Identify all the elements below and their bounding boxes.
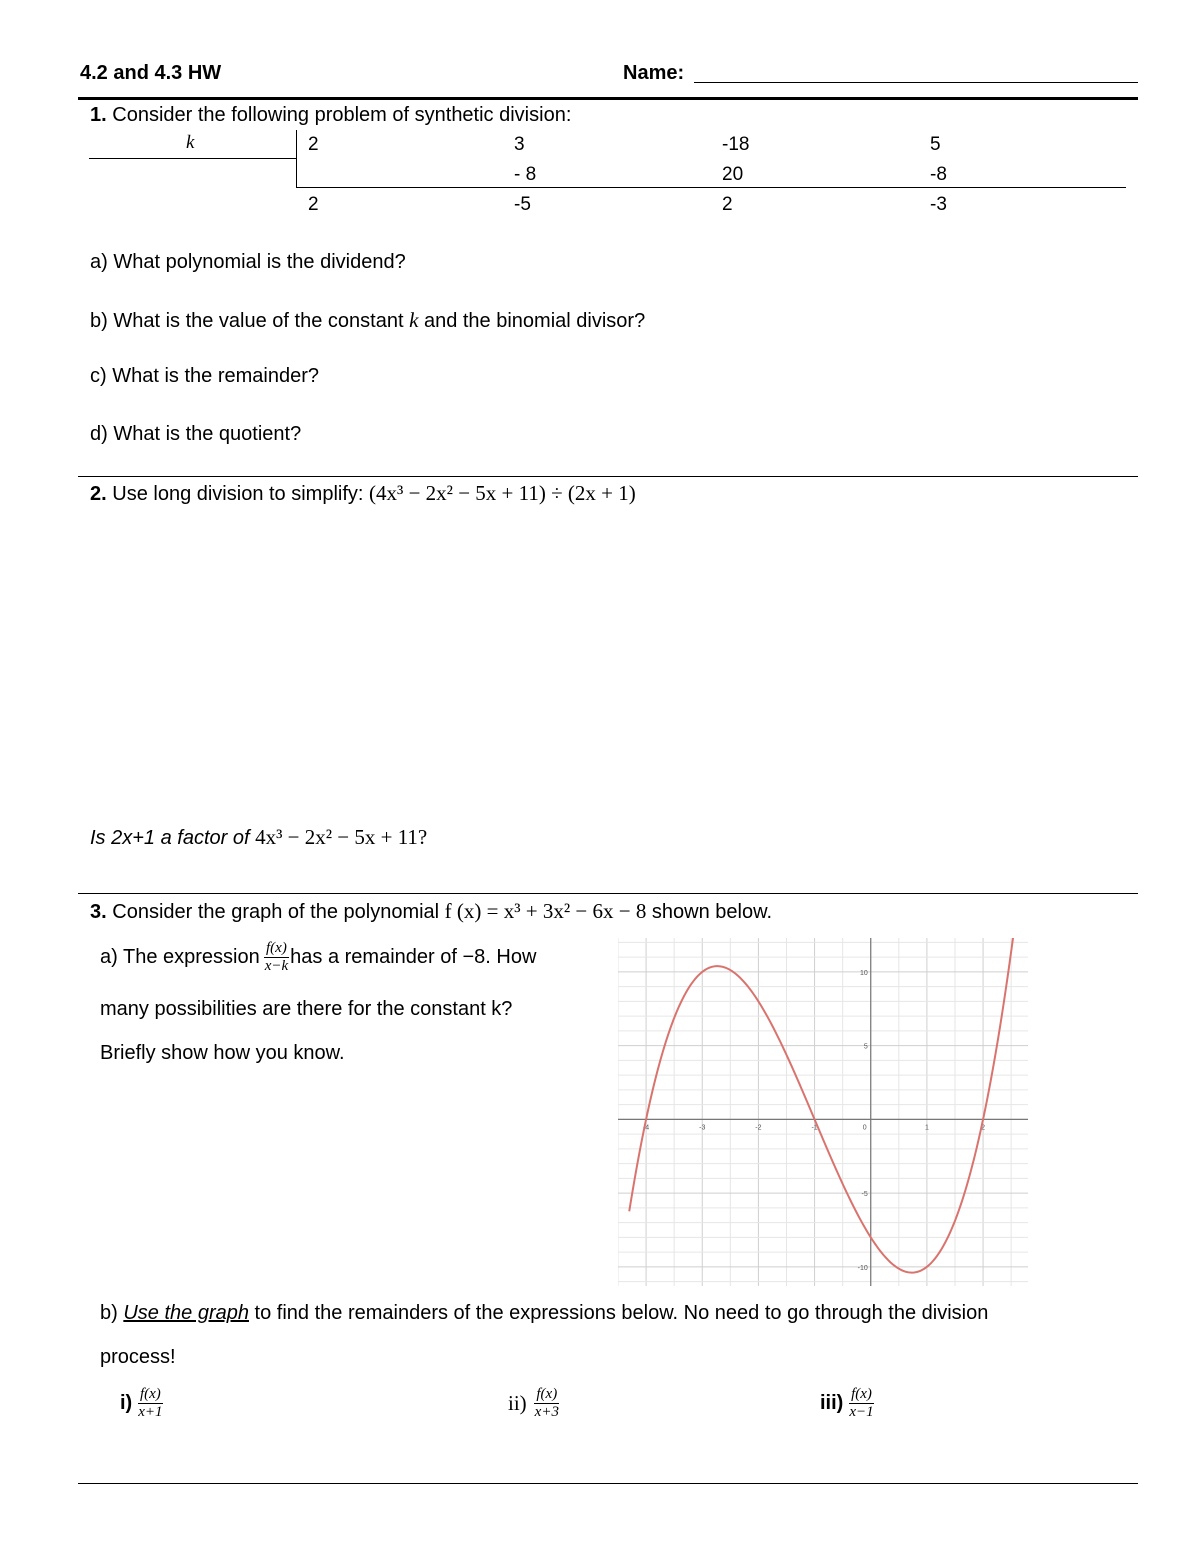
q3-part-a-post: has a remainder of −8. How: [290, 946, 537, 968]
row1-cell: 2: [308, 134, 319, 155]
row3-cell: 2: [722, 194, 733, 215]
part-label: iii): [820, 1392, 844, 1414]
fraction-numerator: f(x): [139, 1386, 161, 1402]
q1-part-b-pre: b) What is the value of the constant: [90, 310, 410, 332]
q3-part-a-line2: many possibilities are there for the constant k?: [100, 998, 513, 1020]
q1-number: 1.: [90, 104, 107, 126]
row3-cell: -5: [514, 194, 531, 215]
row2-cell: 20: [722, 164, 744, 185]
x-tick-label: -3: [699, 1124, 706, 1132]
q3-part-iii: [820, 1386, 876, 1421]
name-label: Name:: [623, 62, 685, 84]
worksheet-title: 4.2 and 4.3 HW: [80, 62, 222, 84]
q3-prompt-pre: Consider the graph of the polynomial: [112, 901, 445, 923]
q2-divider: [78, 893, 1138, 894]
row1-cell: 3: [514, 134, 525, 155]
header-divider: [78, 97, 1138, 100]
q2-prompt-text: Use long division to simplify:: [112, 483, 370, 505]
x-tick-label: -4: [642, 1124, 650, 1132]
part-label: i): [120, 1392, 133, 1414]
fraction-denominator: x−k: [264, 958, 289, 974]
fraction-denominator: x+1: [138, 1404, 163, 1420]
q3-prompt-post: shown below.: [646, 901, 773, 923]
k-label: k: [186, 132, 195, 153]
x-tick-label: -2: [755, 1124, 762, 1132]
row2-cell: -8: [930, 164, 947, 185]
q1-prompt-text: Consider the following problem of synthetic division:: [112, 104, 572, 126]
fraction-numerator: f(x): [851, 1386, 872, 1402]
fraction-numerator: f(x): [266, 940, 287, 956]
q3-part-b-link: Use the graph: [123, 1302, 249, 1324]
q1-part-b-post: and the binomial divisor?: [418, 310, 646, 332]
y-tick-label: -10: [857, 1264, 868, 1272]
q2-prompt: [90, 481, 636, 506]
q1-part-a: a) What polynomial is the dividend?: [90, 251, 406, 273]
q3-part-i: [120, 1386, 165, 1421]
name-blank-line[interactable]: [694, 82, 1138, 83]
q3-part-b: [100, 1302, 988, 1325]
part-fraction: [533, 1386, 561, 1421]
q1-part-c: c) What is the remainder?: [90, 365, 319, 387]
q3-polynomial: f (x) = x³ + 3x² − 6x − 8: [444, 899, 647, 923]
q2-expression: (4x³ − 2x² − 5x + 11) ÷ (2x + 1): [369, 481, 636, 505]
q1-part-d: d) What is the quotient?: [90, 423, 302, 445]
q1-divider: [78, 476, 1138, 477]
q1-part-b: [90, 308, 645, 333]
fraction-denominator: x+3: [534, 1404, 559, 1420]
q2-number: 2.: [90, 483, 107, 505]
x-tick-label: 1: [924, 1124, 929, 1132]
q3-part-a-fraction: [263, 940, 290, 975]
row3-cell: -3: [930, 194, 947, 215]
page-bottom-divider: [78, 1483, 1138, 1484]
row1-cell: 5: [930, 134, 941, 155]
row1-cell: -18: [722, 134, 750, 155]
q3-part-b-pre: b): [100, 1302, 124, 1324]
x-tick-label: 2: [981, 1124, 986, 1132]
x-tick-label: 0: [862, 1124, 867, 1132]
q1-prompt: [90, 104, 571, 127]
q3-part-a-pre: a) The expression: [100, 946, 260, 968]
q3-part-b-post: to find the remainders of the expressions below. No need to go through the division: [248, 1302, 989, 1324]
x-tick-label: -1: [811, 1124, 818, 1132]
q3-number: 3.: [90, 901, 107, 923]
k-underline: [89, 158, 297, 159]
division-bracket-vertical: [296, 130, 297, 188]
part-fraction: [847, 1386, 875, 1421]
part-fraction: [136, 1386, 164, 1421]
q1-part-b-k: k: [409, 308, 419, 332]
q2-factor-question-text: Is 2x+1 a factor of: [90, 827, 256, 849]
polynomial-graph: [618, 938, 1028, 1286]
fraction-denominator: x−1: [849, 1404, 874, 1420]
q2-factor-question-expr: 4x³ − 2x² − 5x + 11?: [255, 825, 428, 849]
q3-part-a-line3: Briefly show how you know.: [100, 1042, 345, 1064]
q2-factor-question: [90, 825, 427, 850]
row3-cell: 2: [308, 194, 319, 215]
y-tick-label: 10: [859, 969, 868, 977]
q3-part-b-line2: process!: [100, 1346, 176, 1368]
y-tick-label: 5: [863, 1043, 868, 1051]
q3-part-ii: [508, 1386, 561, 1421]
q3-part-a-line1: [100, 940, 536, 975]
y-tick-label: -5: [861, 1191, 868, 1199]
fraction-numerator: f(x): [536, 1386, 558, 1402]
row2-cell: - 8: [514, 164, 537, 185]
part-label: ii): [508, 1391, 527, 1415]
q3-prompt: [90, 899, 772, 924]
division-bracket-horizontal: [296, 187, 1126, 188]
